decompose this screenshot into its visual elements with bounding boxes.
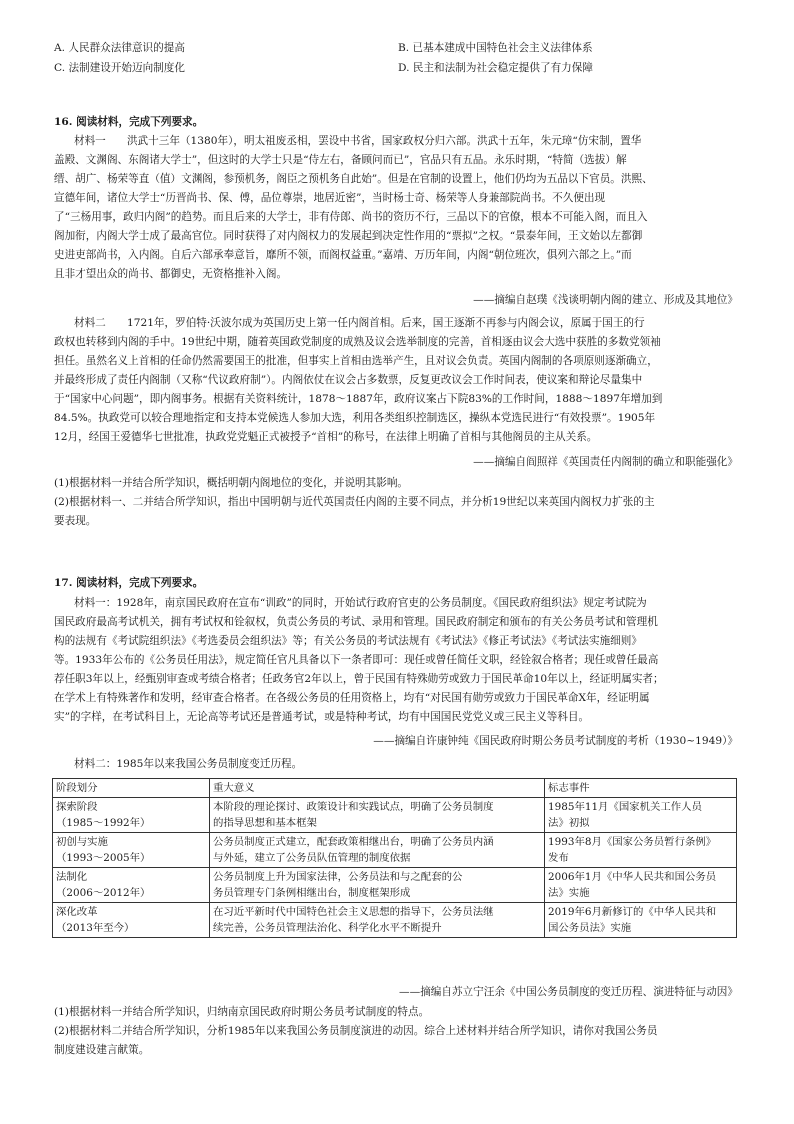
option-a: A. 人民群众法律意识的提高 — [54, 42, 185, 54]
q17-m1-line: 在学术上有特殊著作和发明，经审查合格者。在各级公务员的任用资格上，均有“对民国有勋劳或致力于国民革命X年，经证明属 — [54, 692, 650, 704]
meaning-cell — [210, 833, 545, 868]
meaning-line: 务员管理专门条例相继出台，制度框架形成 — [213, 887, 411, 899]
meaning-line: 本阶段的理论探讨、政策设计和实践试点，明确了公务员制度 — [213, 801, 494, 813]
stage-name: 法制化 — [56, 871, 88, 883]
q16-requirement-1: (1)根据材料一并结合所学知识，概括明朝内阁地位的变化，并说明其影响。 — [54, 477, 409, 489]
q16-m1-line: 宣德年间，诸位大学士“历晋尚书、保、傅，品位尊崇，地居近密”，当时杨士奇、杨荣等人身兼部院尚书。不久便出现 — [54, 192, 606, 204]
option-d: D. 民主和法制为社会稳定提供了有力保障 — [398, 62, 593, 74]
event-line: 法》初拟 — [548, 817, 590, 829]
q16-m2-line: 材料二 1721年，罗伯特·沃波尔成为英国历史上第一任内阁首相。后来，国王逐渐不再参与内阁会议，原属于国王的行 — [74, 317, 645, 329]
table-header-meaning: 重大意义 — [210, 779, 545, 798]
q16-requirement-2: (2)根据材料一、二并结合所学知识，指出中国明朝与近代英国责任内阁的主要不同点，并分析19世纪以来英国内阁权力扩张的主 — [54, 496, 655, 508]
table-row — [53, 833, 737, 868]
q16-m2-line: 12月，经国王爱德华七世批准，执政党党魁正式被授予“首相”的称号，在法律上明确了首相与其他阁员的主从关系。 — [54, 431, 598, 443]
stage-name: 初创与实施 — [56, 836, 108, 848]
meaning-line: 续完善，公务员管理法治化、科学化水平不断提升 — [213, 922, 442, 934]
meaning-cell — [210, 798, 545, 833]
table-row — [53, 798, 737, 833]
table-header-stage: 阶段划分 — [53, 779, 210, 798]
stage-years: （1993～2005年） — [56, 852, 151, 864]
stage-cell — [53, 868, 210, 903]
stage-cell — [53, 833, 210, 868]
q17-table-source: ——摘编自苏立宁汪余《中国公务员制度的变迁历程、演进特征与动因》 — [399, 986, 738, 998]
q17-requirement-2: 制度建设建言献策。 — [54, 1044, 150, 1056]
stage-name: 探索阶段 — [56, 801, 98, 813]
event-line: 法》实施 — [548, 887, 590, 899]
stage-name: 深化改革 — [56, 906, 98, 918]
q17-m1-line: 构的法规有《考试院组织法》《考选委员会组织法》等；有关公务员的考试法规有《考试法》《修正考试法》《考试法实施细则》 — [54, 635, 642, 647]
table-row — [53, 868, 737, 903]
event-line: 发布 — [548, 852, 569, 864]
event-line: 1993年8月《国家公务员暂行条例》 — [548, 836, 717, 848]
event-line: 国公务员法》实施 — [548, 922, 632, 934]
q17-m1-line: 等。1933年公布的《公务员任用法》，规定简任官凡具备以下一条者即可：现任或曾任简任文职，经铨叙合格者；现任或曾任最高 — [54, 654, 659, 666]
q16-m2-line: 并最终形成了责任内阁制（又称“代议政府制”）。内阁依仗在议会占多数票，反复更改议会工作时间表，使议案和辩论尽量集中 — [54, 374, 643, 386]
q16-m1-line: 史进吏部尚书，入内阁。自后六部承奉意旨，靡所不领，而阁权益重。”嘉靖、万历年间，内阁“朝位班次，俱列六部之上。”而 — [54, 249, 632, 261]
event-cell — [545, 868, 737, 903]
q17-title: 17. 阅读材料，完成下列要求。 — [54, 577, 204, 589]
q17-requirement-2: (2)根据材料二并结合所学知识，分析1985年以来我国公务员制度演进的动因。综合上述材料并结合所学知识，请你对我国公务员 — [54, 1025, 658, 1037]
option-c: C. 法制建设开始迈向制度化 — [54, 62, 185, 74]
q16-m1-line: 盖殿、文渊阁、东阁诸大学士”，但这时的大学士只是“侍左右，备顾问而已”，官品只有五品。永乐时期，“特简（选拔）解 — [54, 154, 627, 166]
meaning-line: 公务员制度正式建立，配套政策相继出台，明确了公务员内涵 — [213, 836, 494, 848]
meaning-line: 公务员制度上升为国家法律，公务员法和与之配套的公 — [213, 871, 463, 883]
event-cell — [545, 798, 737, 833]
q16-m1-line: 材料一 洪武十三年（1380年），明太祖废丞相，罢设中书省，国家政权分归六部。洪武十五年，朱元璋“仿宋制，置华 — [74, 135, 642, 147]
event-line: 2019年6月新修订的《中华人民共和 — [548, 906, 717, 918]
event-cell — [545, 903, 737, 938]
event-line: 2006年1月《中华人民共和国公务员 — [548, 871, 717, 883]
event-cell — [545, 833, 737, 868]
stage-cell — [53, 798, 210, 833]
q16-m1-line: 了“三杨用事，政归内阁”的趋势。而且后来的大学士，非有侍郎、尚书的资历不行，三品以下的官僚，根本不可能入阁，而且入 — [54, 211, 648, 223]
stage-cell — [53, 903, 210, 938]
stage-years: （2013年至今） — [56, 922, 135, 934]
event-line: 1985年11月《国家机关工作人员 — [548, 801, 702, 813]
q16-m1-line: 阁加衔，内阁大学士成了最高官位。同时获得了对内阁权力的发展起到决定性作用的“票拟”之权。“景泰年间，王文始以左都御 — [54, 230, 643, 242]
q17-m1-line: 实”的字样，在考试科目上，无论高等考试还是普通考试，或是特种考试，均有中国国民党党义或三民主义等科目。 — [54, 711, 590, 723]
option-b: B. 已基本建成中国特色社会主义法律体系 — [398, 42, 593, 54]
table-row — [53, 903, 737, 938]
q17-m1-line: 国民政府最高考试机关，拥有考试权和铨叙权，负责公务员的考试、录用和管理。国民政府制定和颁布的有关公务员考试和管理机 — [54, 616, 658, 628]
table-header-event: 标志事件 — [545, 779, 737, 798]
meaning-line: 在习近平新时代中国特色社会主义思想的指导下，公务员法继 — [213, 906, 494, 918]
q16-title: 16. 阅读材料，完成下列要求。 — [54, 116, 204, 128]
q17-m1-line: 荐任职3年以上，经甄别审查或考绩合格者；任政务官2年以上，曾于民国有特殊勋劳或致力于国民革命10年以上，经证明属实者； — [54, 673, 664, 685]
q16-m1-source: ——摘编自赵璞《浅谈明朝内阁的建立、形成及其地位》 — [473, 294, 738, 306]
table-header-row — [53, 779, 737, 798]
q16-m1-line: 且非才望出众的尚书、都御史，无资格推补入阁。 — [54, 268, 288, 280]
q16-m2-line: 84.5%。执政党可以较合理地指定和支持本党候选人参加大选，利用各类组织控制选区，操纵本党选民进行“有效投票”。1905年 — [54, 412, 656, 424]
stage-years: （1985～1992年） — [56, 817, 151, 829]
q17-requirement-1: (1)根据材料一并结合所学知识，归纳南京国民政府时期公务员考试制度的特点。 — [54, 1006, 430, 1018]
q16-m2-source: ——摘编自阎照祥《英国责任内阁制的确立和职能强化》 — [473, 456, 738, 468]
q16-m2-line: 政权也转移到内阁的手中。19世纪中期，随着英国政党制度的成熟及议会选举制度的完善，首相逐由议会大选中获胜的多数党领袖 — [54, 336, 661, 348]
stage-years: （2006～2012年） — [56, 887, 151, 899]
meaning-line: 与外延，建立了公务员队伍管理的制度依据 — [213, 852, 411, 864]
meaning-cell — [210, 868, 545, 903]
meaning-cell — [210, 903, 545, 938]
q17-m1-line: 材料一：1928年，南京国民政府在宣布“训政”的同时，开始试行政府官吏的公务员制度。《国民政府组织法》规定考试院为 — [74, 597, 647, 609]
q16-m1-line: 缙、胡广、杨荣等直（值）文渊阁，参预机务，阁臣之预机务自此始”。但是在官制的设置上，他们仍均为五品以下官员。洪熙、 — [54, 173, 653, 185]
meaning-line: 的指导思想和基本框架 — [213, 817, 317, 829]
q17-m1-source: ——摘编自许康钟纯《国民政府时期公务员考试制度的考析（1930~1949）》 — [373, 735, 738, 747]
civil-service-stages-table — [52, 778, 737, 938]
q16-m2-line: 于“国家中心问题”，即内阁事务。根据有关资料统计，1878～1887年，政府议案占下院83%的工作时间，1888～1897年增加到 — [54, 393, 663, 405]
q16-m2-line: 担任。虽然名义上首相的任命仍然需要国王的批准，但事实上首相由选举产生，且对议会负责。英国内阁制的各项原则逐渐确立， — [54, 355, 658, 367]
q17-m2-intro: 材料二：1985年以来我国公务员制度变迁历程。 — [74, 758, 303, 770]
q16-requirement-2: 要表现。 — [54, 515, 97, 527]
